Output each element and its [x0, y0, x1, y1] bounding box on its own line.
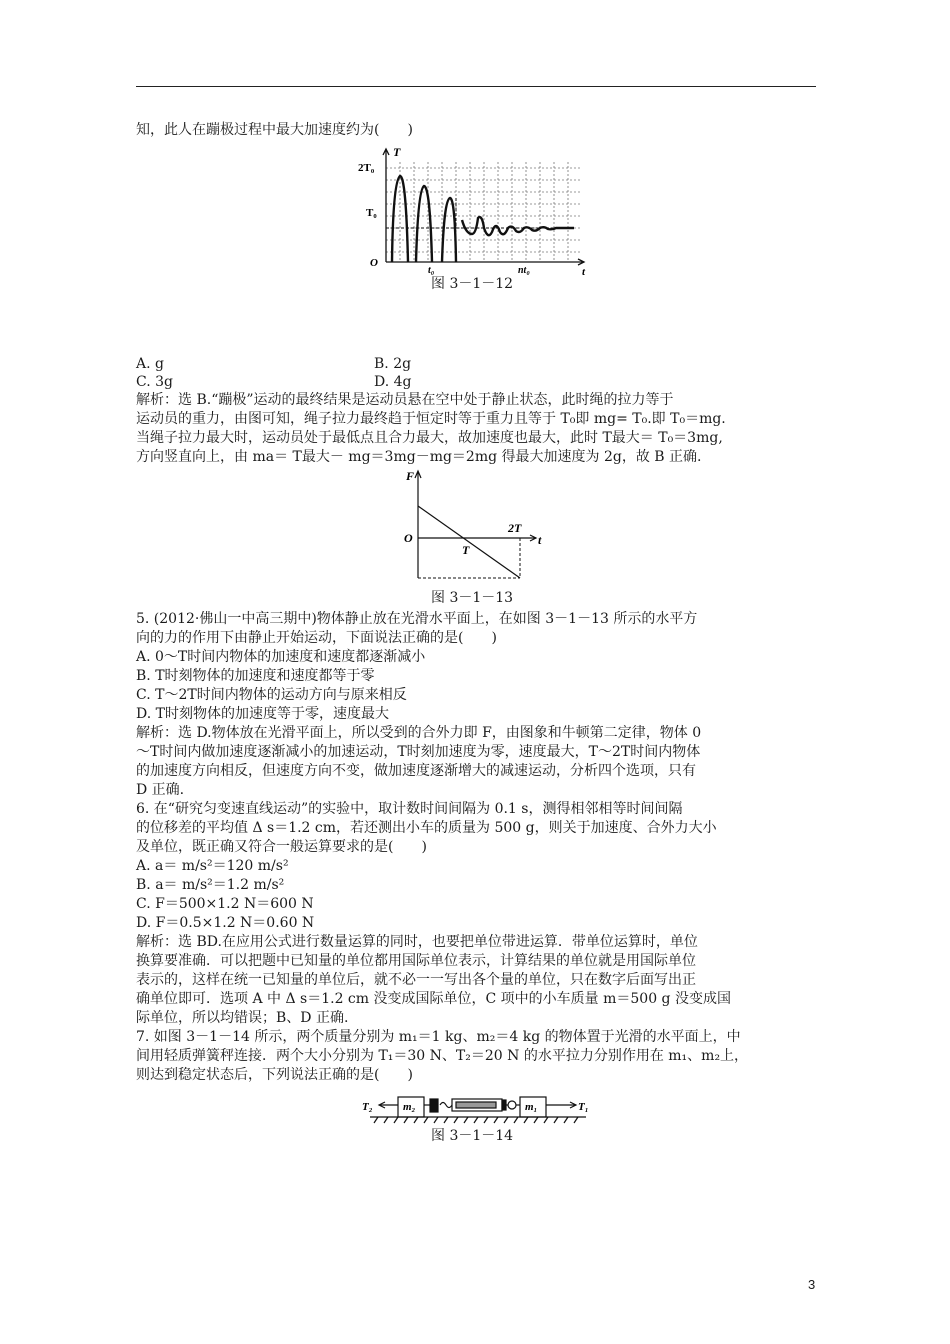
fig13-y-axis-label: F: [406, 469, 415, 483]
q4-option-d: D. 4g: [374, 374, 412, 390]
fig12-origin-label: O: [370, 257, 378, 269]
fig14-m1-label: m₁: [525, 1101, 538, 1113]
figure-3-1-12-caption: 图 3－1－12: [431, 276, 514, 292]
q4-option-c: C. 3g: [136, 374, 173, 390]
q6-line: 确单位即可．选项 A 中 Δ s＝1.2 cm 没变成国际单位，C 项中的小车质量 m＝500 g 没变成国: [136, 991, 731, 1007]
q5-line: 解析：选 D.物体放在光滑平面上，所以受到的合外力即 F，由图象和牛顿第二定律，物体 0: [136, 725, 702, 741]
page-number: 3: [808, 1277, 816, 1292]
header-rule: [136, 86, 816, 87]
q4-intro: 知，此人在蹦极过程中最大加速度约为( ): [136, 122, 413, 138]
q6-line: B. a＝ m/s²＝1.2 m/s²: [136, 877, 285, 893]
figure-3-1-14-caption: 图 3－1－14: [431, 1128, 514, 1144]
fig13-x-axis-label: t: [538, 533, 542, 547]
q6-line: 的位移差的平均值 Δ s＝1.2 cm，若还测出小车的质量为 500 g，则关于加速度、合外力大小: [136, 820, 717, 836]
q6-line: 6. 在“研究匀变速直线运动”的实验中，取计数时间间隔为 0.1 s，测得相邻相等时间间隔: [136, 801, 683, 817]
q6-line: A. a＝ m/s²＝120 m/s²: [136, 858, 289, 874]
q5-line: 5. (2012·佛山一中高三期中)物体静止放在光滑水平面上，在如图 3－1－13 所示的水平方: [136, 611, 698, 627]
q7-line: 间用轻质弹簧秤连接．两个大小分别为 T₁＝30 N、T₂＝20 N 的水平拉力分别作用在 m₁、m₂上，: [136, 1048, 749, 1064]
q6-line: 及单位，既正确又符合一般运算要求的是( ): [136, 839, 427, 855]
q6-line: D. F＝0.5×1.2 N＝0.60 N: [136, 915, 315, 931]
q4-analysis-line: 解析：选 B.“蹦极”运动的最终结果是运动员悬在空中处于静止状态，此时绳的拉力等于: [136, 392, 674, 408]
figure-3-1-13-caption: 图 3－1－13: [431, 590, 514, 606]
q4-option-b: B. 2g: [374, 356, 412, 372]
fig14-t1-label: T₁: [578, 1101, 589, 1113]
q7-line: 7. 如图 3－1－14 所示，两个质量分别为 m₁＝1 kg、m₂＝4 kg 的物体置于光滑的水平面上，中: [136, 1029, 741, 1045]
q5-line: 向的力的作用下由静止开始运动，下面说法正确的是( ): [136, 630, 497, 646]
q5-line: C. T～2T时间内物体的运动方向与原来相反: [136, 687, 407, 703]
q4-analysis-line: 当绳子拉力最大时，运动员处于最低点且合力最大，故加速度也最大，此时 T最大＝ T₀＝3mg,: [136, 430, 723, 446]
q5-line: 的加速度方向相反，但速度方向不变，做加速度逐渐增大的减速运动，分析四个选项，只有: [136, 763, 696, 779]
fig14-m2-label: m₂: [403, 1101, 416, 1113]
q6-line: 换算要准确．可以把题中已知量的单位都用国际单位表示，计算结果的单位就是用国际单位: [136, 953, 696, 969]
q5-line: D. T时刻物体的加速度等于零，速度最大: [136, 706, 389, 722]
q4-analysis-line: 运动员的重力，由图可知，绳子拉力最终趋于恒定时等于重力且等于 T₀即 mg= T₀.即 T₀＝mg.: [136, 411, 726, 427]
q6-line: 际单位，所以均错误；B、D 正确.: [136, 1010, 349, 1026]
figure-3-1-12: [356, 142, 596, 276]
q5-line: B. T时刻物体的加速度和速度都等于零: [136, 668, 375, 684]
fig12-y-mid-label: T₀: [366, 207, 377, 219]
q4-option-a: A. g: [136, 356, 164, 372]
figure-3-1-13: [396, 466, 556, 584]
fig12-y-axis-label: T: [393, 145, 401, 159]
fig13-t-label: T: [462, 543, 470, 557]
fig12-y-top-label: 2T₀: [358, 162, 375, 174]
fig12-x-axis-label: t: [582, 266, 586, 276]
figure-3-1-14: [360, 1086, 596, 1128]
fig13-origin-label: O: [404, 531, 413, 545]
fig12-t0-label: t₀: [428, 265, 435, 276]
q5-line: D 正确.: [136, 782, 185, 798]
q5-line: A. 0～T时间内物体的加速度和速度都逐渐减小: [136, 649, 426, 665]
q5-line: ～T时间内做加速度逐渐减小的加速运动，T时刻加速度为零，速度最大，T～2T时间内物体: [136, 744, 701, 760]
fig12-nt0-label: nt₀: [518, 265, 530, 276]
fig13-2t-label: 2T: [508, 521, 522, 535]
q6-line: 解析：选 BD.在应用公式进行数量运算的同时，也要把单位带进运算．带单位运算时，单位: [136, 934, 698, 950]
q4-analysis-line: 方向竖直向上，由 ma＝ T最大－ mg＝3mg－mg＝2mg 得最大加速度为 2g，故 B 正确.: [136, 449, 702, 465]
q7-line: 则达到稳定状态后，下列说法正确的是( ): [136, 1067, 413, 1083]
fig14-t2-label: T₂: [362, 1101, 373, 1113]
q6-line: 表示的，这样在统一已知量的单位后，就不必一一写出各个量的单位，只在数字后面写出正: [136, 972, 696, 988]
q6-line: C. F＝500×1.2 N＝600 N: [136, 896, 314, 912]
